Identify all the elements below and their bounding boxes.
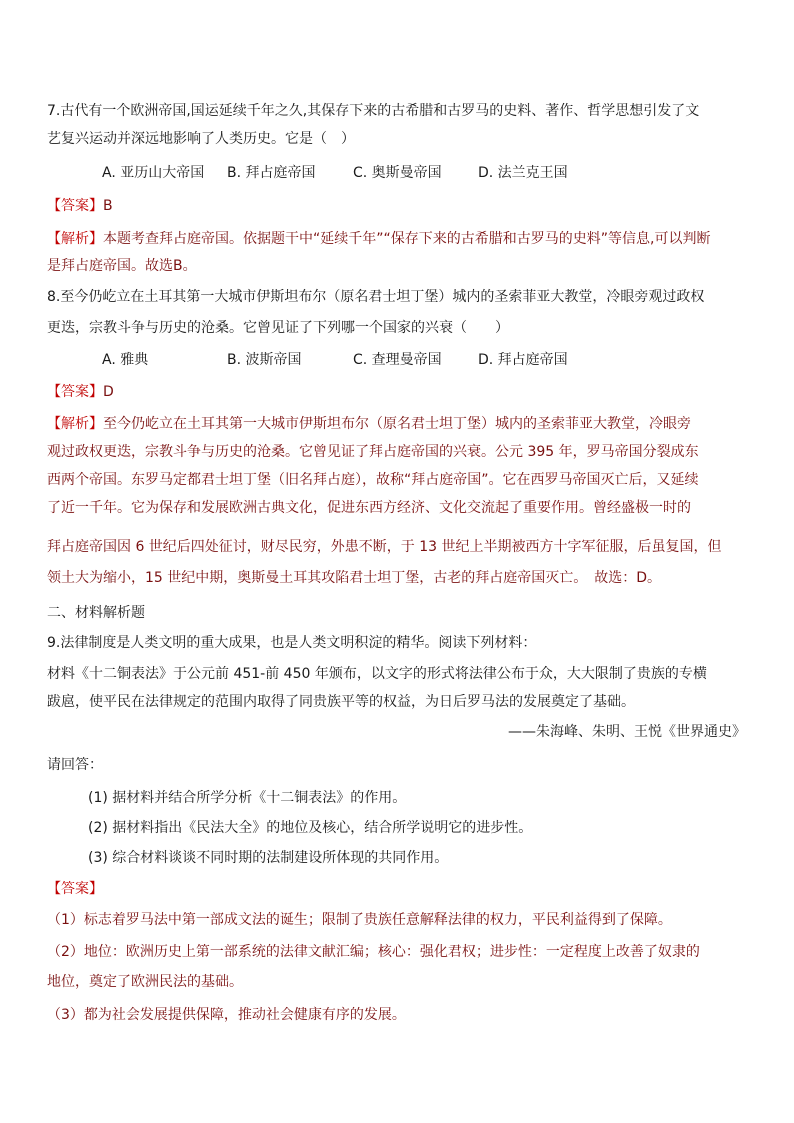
q7-analysis-line-2: 是拜占庭帝国。故选B。	[47, 258, 197, 274]
q8-stem-line-1: 8.至今仍屹立在土耳其第一大城市伊斯坦布尔（原名君士坦丁堡）城内的圣索菲亚大教堂，冷眼旁观过政权	[47, 289, 705, 305]
q9-question-1: (1) 据材料并结合所学分析《十二铜表法》的作用。	[88, 790, 407, 806]
q9-answer-2-line-2: 地位，奠定了欧洲民法的基础。	[47, 974, 243, 990]
q9-answer-tag: 【答案】	[47, 881, 103, 897]
q8-analysis-line-2: 观过政权更迭，宗教斗争与历史的沧桑。它曾见证了拜占庭帝国的兴衰。公元 395 年，罗马帝国分裂成东	[47, 444, 699, 460]
q8-analysis-line-1	[47, 414, 746, 434]
q9-answer-2-line-1: （2）地位：欧洲历史上第一部系统的法律文献汇编；核心：强化君权；进步性：一定程度上改善了奴隶的	[47, 944, 700, 960]
q9-question-3: (3) 综合材料谈谈不同时期的法制建设所体现的共同作用。	[88, 850, 449, 866]
q9-answer-1: （1）标志着罗马法中第一部成文法的诞生；限制了贵族任意解释法律的权力，平民利益得到了保障。	[47, 912, 672, 928]
q7-option-b: B. 拜占庭帝国	[227, 165, 316, 181]
q8-analysis-line-4: 了近一千年。它为保存和发展欧洲古典文化，促进东西方经济、文化交流起了重要作用。曾经盛极一时的	[47, 500, 691, 516]
q9-source: ——朱海峰、朱明、王悦《世界通史》	[508, 724, 746, 740]
q9-stem: 9.法律制度是人类文明的重大成果，也是人类文明积淀的精华。阅读下列材料：	[47, 635, 537, 651]
q8-option-a: A. 雅典	[102, 352, 149, 368]
q7-option-d: D. 法兰克王国	[478, 165, 568, 181]
q8-analysis-text-1: 至今仍屹立在土耳其第一大城市伊斯坦布尔（原名君士坦丁堡）城内的圣索菲亚大教堂，冷眼旁	[103, 416, 691, 432]
answer-tag: 【答案】	[47, 384, 103, 400]
q7-stem-line-2: 艺复兴运动并深远地影响了人类历史。它是（ ）	[47, 131, 355, 147]
q8-option-d: D. 拜占庭帝国	[478, 352, 568, 368]
q9-material-line-2: 跋扈，使平民在法律规定的范围内取得了同贵族平等的权益，为日后罗马法的发展奠定了基础。	[47, 694, 635, 710]
q7-analysis-line-1	[47, 229, 746, 249]
q7-answer	[47, 196, 746, 216]
answer-tag: 【答案】	[47, 198, 103, 214]
analysis-tag: 【解析】	[47, 416, 103, 432]
q7-answer-value: B	[103, 198, 113, 214]
q7-option-a: A. 亚历山大帝国	[102, 165, 205, 181]
q7-stem-line-1: 7.古代有一个欧洲帝国,国运延续千年之久,其保存下来的古希腊和古罗马的史料、著作、哲学思想引发了文	[47, 103, 700, 119]
q9-prompt: 请回答：	[47, 757, 103, 773]
q8-analysis-line-5: 拜占庭帝国因 6 世纪后四处征讨，财尽民穷，外患不断，于 13 世纪上半期被西方十字军征服，后虽复国，但	[47, 539, 722, 555]
q9-material-line-1: 材料《十二铜表法》于公元前 451-前 450 年颁布，以文字的形式将法律公布于众，大大限制了贵族的专横	[47, 666, 707, 682]
q8-answer	[47, 382, 746, 402]
q8-answer-value: D	[103, 384, 114, 400]
q7-analysis-text-1: 本题考查拜占庭帝国。依据题干中“延续千年”“保存下来的古希腊和古罗马的史料”等信息,可以判断	[103, 231, 711, 247]
q8-option-b: B. 波斯帝国	[227, 352, 302, 368]
q8-stem-line-2: 更迭，宗教斗争与历史的沧桑。它曾见证了下列哪一个国家的兴衰（ ）	[47, 320, 509, 336]
q8-option-c: C. 查理曼帝国	[353, 352, 442, 368]
analysis-tag: 【解析】	[47, 231, 103, 247]
q9-question-2: (2) 据材料指出《民法大全》的地位及核心，结合所学说明它的进步性。	[88, 820, 533, 836]
q7-option-c: C. 奥斯曼帝国	[353, 165, 442, 181]
section-title: 二、材料解析题	[47, 605, 145, 621]
q9-answer-3: （3）都为社会发展提供保障，推动社会健康有序的发展。	[47, 1007, 406, 1023]
q8-analysis-line-6: 领土大为缩小，15 世纪中期，奥斯曼土耳其攻陷君士坦丁堡，古老的拜占庭帝国灭亡。 故选：D。	[47, 570, 662, 586]
q8-analysis-line-3: 西两个帝国。东罗马定都君士坦丁堡（旧名拜占庭），故称“拜占庭帝国”。它在西罗马帝国灭亡后，又延续	[47, 472, 699, 488]
